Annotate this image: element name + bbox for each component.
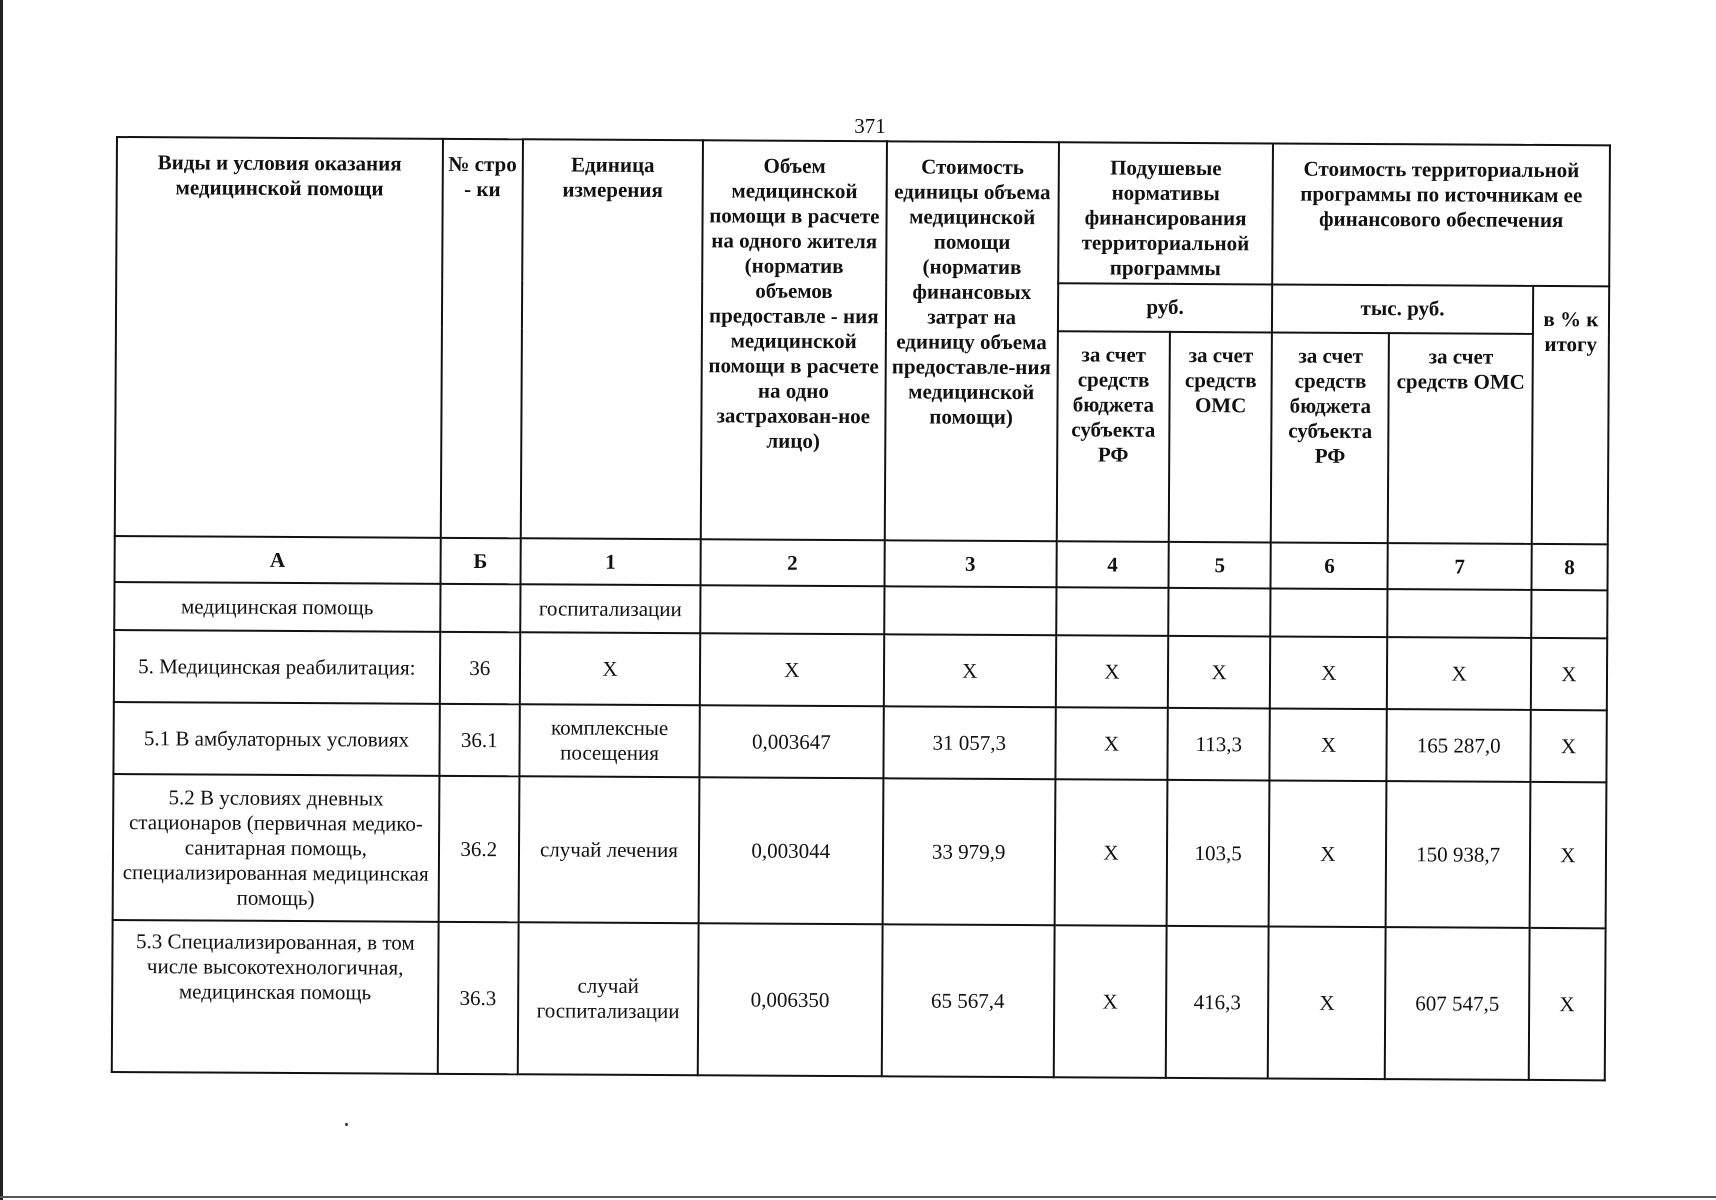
header-col-2: Объем медицинской помощи в расчете на одного жителя (норматив объемов предоставле - ния медицинской помощи в расчете на одно застрахован-ное лицо)	[701, 140, 887, 540]
row-unit: Х	[520, 632, 701, 705]
row-volume: Х	[700, 633, 884, 706]
page-number: 371	[854, 114, 886, 138]
header-unit-rub: руб.	[1058, 283, 1273, 332]
scan-bottom-edge	[0, 1196, 1716, 1198]
row-unit-cost: Х	[883, 634, 1056, 707]
row-unit-cost: 33 979,9	[882, 778, 1055, 925]
table-row	[114, 630, 1607, 710]
row-unit-cost: 65 567,4	[881, 924, 1054, 1077]
row-name: 5. Медицинская реабилитация:	[114, 630, 440, 704]
row-per-capita-budget: Х	[1055, 707, 1168, 780]
row-per-capita-oms: 103,5	[1167, 780, 1270, 927]
financing-table	[111, 136, 1611, 1081]
index-cell: 2	[701, 539, 885, 586]
row-number	[440, 584, 520, 632]
index-cell: 6	[1271, 542, 1388, 589]
index-cell: Б	[440, 538, 520, 584]
header-col-4: за счет средств бюджета субъекта РФ	[1057, 331, 1170, 542]
row-cost-budget: Х	[1270, 636, 1388, 709]
row-cost-oms: 607 547,5	[1385, 927, 1529, 1080]
row-per-capita-oms: 113,3	[1167, 708, 1270, 781]
header-percent: в % к итогу	[1531, 286, 1609, 544]
row-unit: случай госпитализации	[518, 922, 699, 1075]
row-cost-budget	[1270, 588, 1387, 637]
header-col-3: Стоимость единицы объема медицинской помощи (норматив финансовых затрат на единицу объема предоставле-ния медицинской помощи)	[884, 141, 1059, 541]
index-cell: 4	[1056, 541, 1168, 588]
row-cost-oms: 150 938,7	[1386, 781, 1530, 928]
scan-speck	[345, 1123, 348, 1126]
row-number: 36	[439, 632, 520, 704]
row-number: 36.1	[439, 704, 520, 776]
row-percent: Х	[1531, 638, 1608, 710]
row-cost-budget: Х	[1268, 926, 1386, 1079]
row-cost-oms: 165 287,0	[1387, 709, 1531, 782]
header-col-5: за счет средств ОМС	[1169, 332, 1272, 543]
row-number: 36.3	[437, 922, 518, 1074]
row-unit-cost: 31 057,3	[883, 706, 1056, 779]
row-volume: 0,003044	[699, 777, 883, 924]
row-name: 5.1 В амбулаторных условиях	[113, 702, 439, 776]
row-percent: Х	[1529, 782, 1606, 928]
header-col-7: за счет средств ОМС	[1388, 333, 1532, 544]
row-cost-oms	[1388, 589, 1532, 638]
row-cost-budget: Х	[1270, 708, 1388, 781]
header-group-per-capita: Подушевые нормативы финансирования территориальной программы	[1058, 142, 1273, 284]
row-per-capita-oms: Х	[1168, 636, 1271, 709]
row-per-capita-oms	[1168, 588, 1270, 637]
header-row-1	[116, 137, 1610, 286]
header-col-6: за счет средств бюджета субъекта РФ	[1271, 332, 1389, 543]
header-col-a: Виды и условия оказания медицинской помощи	[115, 137, 443, 538]
index-cell: 1	[520, 538, 701, 585]
index-cell: 3	[884, 540, 1057, 587]
header-unit-thousand-rub: тыс. руб.	[1272, 284, 1533, 333]
row-volume: 0,003647	[700, 705, 884, 778]
row-number: 36.2	[438, 776, 519, 922]
row-unit-cost	[884, 586, 1057, 635]
header-col-1: Единица измерения	[521, 139, 704, 539]
row-percent: Х	[1530, 710, 1607, 782]
table-row	[112, 920, 1606, 1080]
table-row	[113, 774, 1607, 928]
index-cell: 7	[1388, 543, 1532, 590]
header-group-cost: Стоимость территориальной программы по источникам ее финансового обеспечения	[1272, 143, 1610, 286]
row-name: медицинская помощь	[114, 582, 440, 632]
index-cell: 5	[1169, 542, 1271, 589]
table-row	[113, 702, 1606, 782]
row-name: 5.3 Специализированная, в том числе высокотехнологичная, медицинская помощь	[112, 920, 438, 1074]
header-col-b: № стро - ки	[440, 139, 522, 538]
row-unit: комплексные посещения	[519, 704, 700, 777]
row-per-capita-budget	[1056, 587, 1168, 636]
row-per-capita-budget: Х	[1056, 635, 1169, 708]
row-cost-oms: Х	[1387, 637, 1531, 710]
row-per-capita-oms: 416,3	[1166, 926, 1269, 1079]
row-percent	[1531, 590, 1608, 638]
index-row	[115, 536, 1608, 590]
row-per-capita-budget: Х	[1054, 779, 1167, 926]
row-name: 5.2 В условиях дневных стационаров (первичная медико-санитарная помощь, специализированная медицинская помощь)	[113, 774, 439, 922]
row-cost-budget: Х	[1269, 780, 1387, 927]
row-volume: 0,006350	[698, 923, 882, 1076]
index-cell: А	[115, 536, 441, 584]
row-unit: госпитализации	[520, 584, 701, 633]
row-unit: случай лечения	[518, 776, 699, 923]
row-per-capita-budget: Х	[1054, 925, 1167, 1078]
scan-left-edge	[0, 0, 3, 1200]
row-volume	[700, 585, 884, 634]
row-percent: Х	[1529, 928, 1606, 1080]
index-cell: 8	[1531, 544, 1608, 590]
table-row	[114, 582, 1607, 638]
